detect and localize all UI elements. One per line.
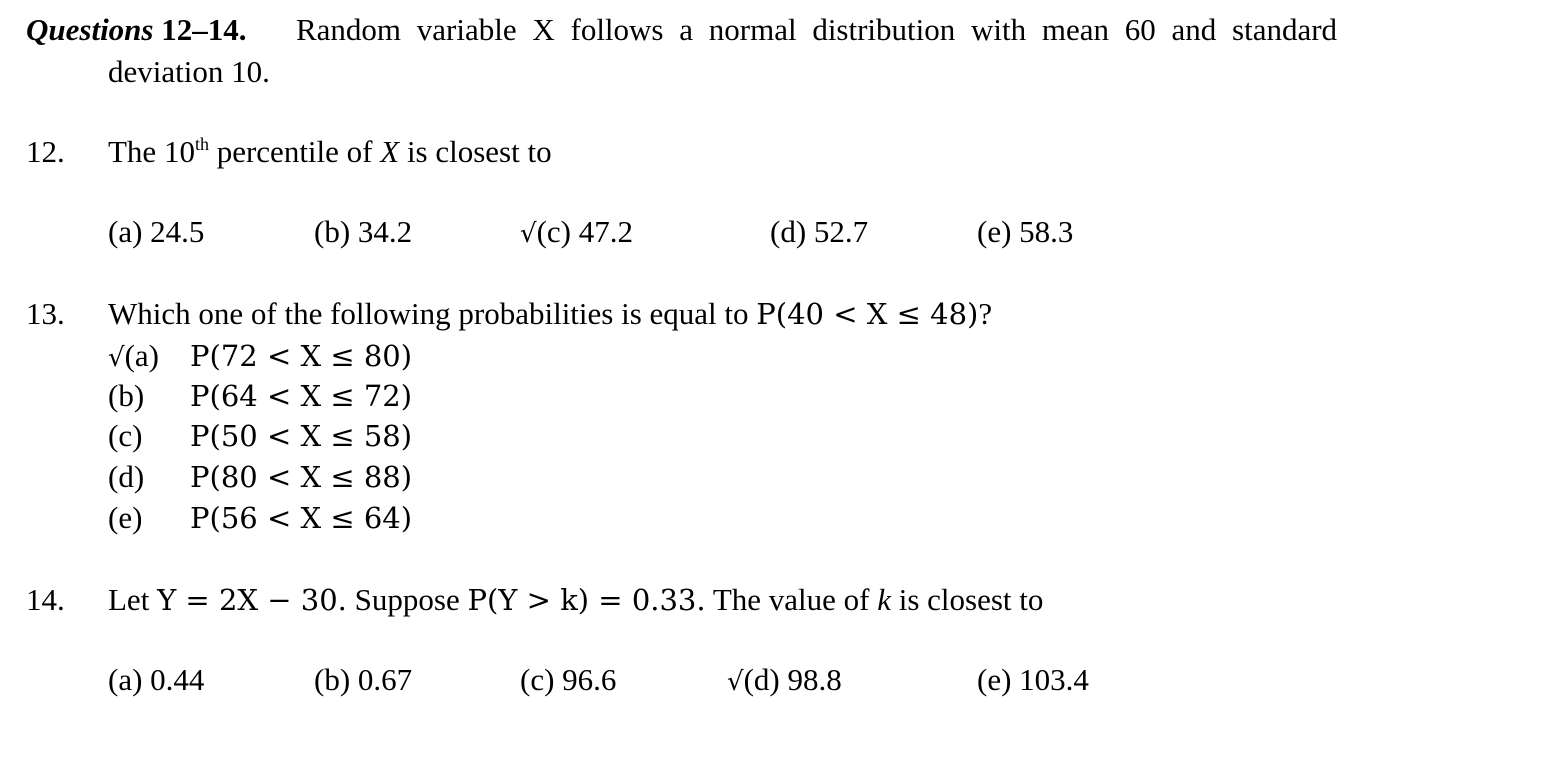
q13-option-e[interactable] [108, 498, 412, 538]
intro-label: Questions [26, 12, 154, 47]
q12-option-a[interactable] [108, 212, 204, 252]
q13-option-c-label: (c) [108, 418, 143, 453]
q12-stem-post: is closest to [406, 134, 552, 169]
q13-option-c-expr: P(50 < X ≤ 58) [190, 419, 413, 453]
q13-option-a-expr: P(72 < X ≤ 80) [190, 339, 413, 373]
q14-option-a-label: (a) 0.44 [108, 662, 205, 697]
q14-stem-var: k [877, 582, 891, 617]
q13-option-b-expr: P(64 < X ≤ 72) [190, 379, 413, 413]
q13-option-a-label: (a) [124, 338, 159, 373]
check-icon: √ [727, 667, 744, 697]
q14-option-c-label: (c) 96.6 [520, 662, 617, 697]
q14-option-e-label: (e) 103.4 [977, 662, 1089, 697]
q14-option-b-label: (b) 0.67 [314, 662, 413, 697]
q14-number: 14. [26, 582, 65, 617]
q12-option-e-label: (e) 58.3 [977, 214, 1074, 249]
q14-stem-mid: Suppose [354, 582, 460, 617]
q12-number: 12. [26, 134, 65, 169]
check-icon: √ [520, 219, 537, 249]
q12-option-d[interactable] [770, 212, 868, 252]
q12-option-e[interactable] [977, 212, 1073, 252]
q14-option-a[interactable] [108, 660, 204, 700]
intro-line-2: deviation 10. [108, 54, 270, 89]
q13-option-e-label: (e) [108, 500, 143, 535]
q14-option-c[interactable] [520, 660, 616, 700]
q12-stem-mid: percentile of [216, 134, 373, 169]
q13-option-b[interactable] [108, 376, 412, 416]
q14-stem-math2: P(Y > k) = 0.33. [467, 583, 706, 617]
q14-stem-post2: is closest to [898, 582, 1044, 617]
q12-stem [108, 132, 552, 172]
check-icon: √ [108, 343, 125, 373]
q13-option-c[interactable] [108, 416, 412, 456]
intro-text: Random variable X follows a normal distribution with mean 60 and standard [295, 12, 1338, 47]
q13-stem-end: ? [978, 296, 993, 331]
q12-option-b-label: (b) 34.2 [314, 214, 413, 249]
q13-number: 13. [26, 296, 65, 331]
q13-stem-math: P(40 < X ≤ 48) [756, 297, 979, 331]
q14-option-b[interactable] [314, 660, 412, 700]
q14-stem-pre: Let [108, 582, 150, 617]
q12-stem-pre: The 10 [108, 134, 195, 169]
q13-option-d-expr: P(80 < X ≤ 88) [190, 460, 413, 494]
q13-stem-text: Which one of the following probabilities is equal to [108, 296, 749, 331]
q13-option-a[interactable] [108, 336, 412, 376]
q12-stem-var: X [380, 134, 400, 169]
q13-stem [108, 294, 992, 334]
q12-option-d-label: (d) 52.7 [770, 214, 869, 249]
q12-stem-sup: th [194, 134, 209, 154]
q14-stem-post1: The value of [712, 582, 870, 617]
q13-option-b-label: (b) [108, 378, 145, 413]
q12-option-a-label: (a) 24.5 [108, 214, 205, 249]
q14-stem [108, 580, 1043, 620]
intro-range: 12–14. [161, 12, 247, 47]
q14-option-e[interactable] [977, 660, 1089, 700]
q14-stem-math1: Y = 2X − 30. [157, 583, 347, 617]
q14-option-d[interactable] [727, 660, 842, 700]
intro-line-1 [26, 10, 1337, 50]
q13-option-d-label: (d) [108, 459, 145, 494]
q13-option-d[interactable] [108, 457, 412, 497]
q12-option-c[interactable] [520, 212, 633, 252]
q12-option-b[interactable] [314, 212, 412, 252]
q12-option-c-label: (c) 47.2 [536, 214, 633, 249]
q14-option-d-label: (d) 98.8 [743, 662, 842, 697]
q13-option-e-expr: P(56 < X ≤ 64) [190, 501, 413, 535]
